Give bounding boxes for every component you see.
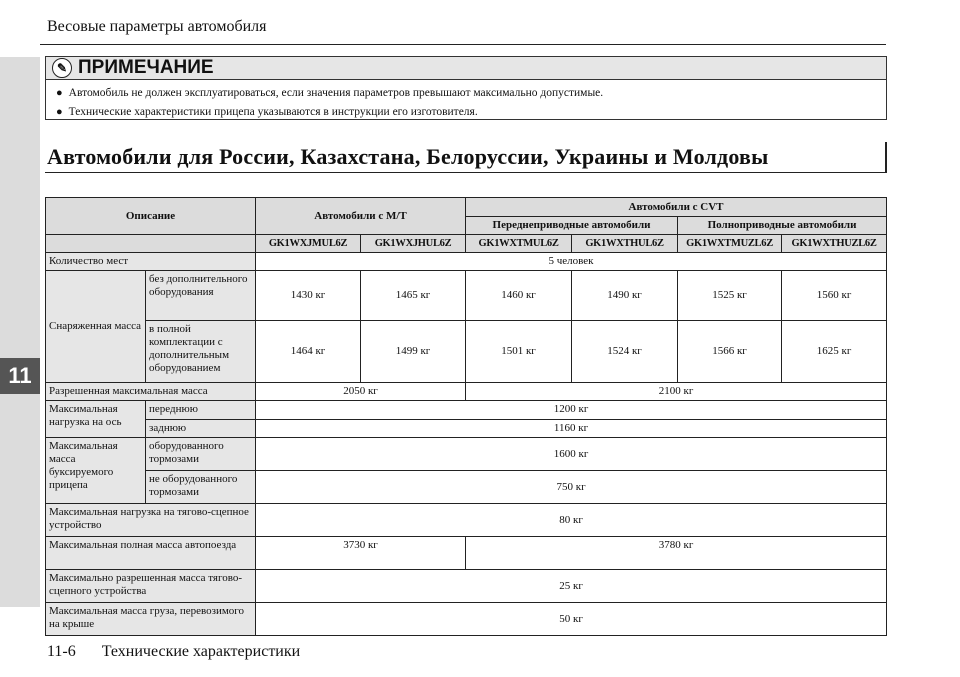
cell-value: 1499 кг [361, 321, 466, 383]
row-label: Максимальная полная масса автопоезда [46, 537, 256, 570]
table-row [46, 471, 887, 504]
row-sublabel: переднюю [146, 401, 256, 420]
table-row [46, 321, 887, 383]
header-fwd: Переднеприводные автомобили [466, 217, 678, 235]
cell-value: 3730 кг [256, 537, 466, 570]
header-awd: Полноприводные автомобили [678, 217, 887, 235]
header-description: Описание [46, 198, 256, 235]
model-code: GK1WXJMUL6Z [256, 235, 361, 253]
chapter-tab: 11 [0, 358, 40, 394]
row-sublabel: без дополнительного оборудования [146, 271, 256, 321]
table-row [46, 438, 887, 471]
table-row [46, 603, 887, 636]
cell-value: 1490 кг [572, 271, 678, 321]
footer-section: Технические характеристики [101, 643, 301, 660]
row-label: Разрешенная максимальная масса [46, 383, 256, 401]
header-blank [46, 235, 256, 253]
cell-value: 1560 кг [782, 271, 887, 321]
row-sublabel: в полной комплектации с дополнительным оборудованием [146, 321, 256, 383]
cell-value: 1160 кг [256, 420, 887, 438]
model-code: GK1WXJHUL6Z [361, 235, 466, 253]
note-list [56, 84, 886, 122]
row-label: Количество мест [46, 253, 256, 271]
table-row [46, 570, 887, 603]
row-sublabel: оборудованного тормозами [146, 438, 256, 471]
cell-value: 2050 кг [256, 383, 466, 401]
note-item: ● Технические характеристики прицепа указываются в инструкции его изготовителя. [56, 103, 886, 122]
cell-value: 1501 кг [466, 321, 572, 383]
cell-value: 3780 кг [466, 537, 887, 570]
header-mt: Автомобили с M/T [256, 198, 466, 235]
section-title: Автомобили для России, Казахстана, Белоруссии, Украины и Молдовы [47, 144, 769, 169]
table-row [46, 253, 887, 271]
row-label: Максимальная нагрузка на ось [46, 401, 146, 438]
table-row [46, 537, 887, 570]
cell-value: 1464 кг [256, 321, 361, 383]
cell-value: 1430 кг [256, 271, 361, 321]
table-row [46, 401, 887, 420]
cell-value: 25 кг [256, 570, 887, 603]
row-label: Максимальная масса груза, перевозимого на крыше [46, 603, 256, 636]
table-row [46, 504, 887, 537]
page-number: 11-6 [47, 643, 76, 660]
row-label: Снаряженная масса [46, 271, 146, 383]
cell-value: 1600 кг [256, 438, 887, 471]
cell-value: 1524 кг [572, 321, 678, 383]
row-sublabel: не оборудованного тормозами [146, 471, 256, 504]
note-item: ● Автомобиль не должен эксплуатироваться, если значения параметров превышают максимально допустимые. [56, 84, 886, 103]
cell-value: 1465 кг [361, 271, 466, 321]
model-code: GK1WXTMUZL6Z [678, 235, 782, 253]
cell-value: 750 кг [256, 471, 887, 504]
row-label: Максимальная масса буксируемого прицепа [46, 438, 146, 504]
cell-value: 1525 кг [678, 271, 782, 321]
note-header [46, 57, 886, 80]
cell-value: 5 человек [256, 253, 887, 271]
row-label: Максимально разрешенная масса тягово-сцепного устройства [46, 570, 256, 603]
chapter-sidebar [0, 57, 40, 607]
table-row [46, 383, 887, 401]
cell-value: 1566 кг [678, 321, 782, 383]
model-code: GK1WXTMUL6Z [466, 235, 572, 253]
cell-value: 1200 кг [256, 401, 887, 420]
header-cvt: Автомобили с CVT [466, 198, 887, 217]
running-title: Весовые параметры автомобиля [47, 18, 267, 35]
header-rule [40, 44, 886, 45]
table-row [46, 420, 887, 438]
row-label: Максимальная нагрузка на тягово-сцепное устройство [46, 504, 256, 537]
cell-value: 80 кг [256, 504, 887, 537]
weights-table [45, 197, 887, 636]
page-footer [47, 643, 322, 661]
note-box [45, 56, 887, 120]
table-row [46, 271, 887, 321]
cell-value: 2100 кг [466, 383, 887, 401]
model-code: GK1WXTHUZL6Z [782, 235, 887, 253]
section-heading [45, 142, 887, 173]
cell-value: 50 кг [256, 603, 887, 636]
row-sublabel: заднюю [146, 420, 256, 438]
cell-value: 1460 кг [466, 271, 572, 321]
model-code: GK1WXTHUL6Z [572, 235, 678, 253]
pencil-icon: ✎ [52, 58, 72, 78]
note-title: ПРИМЕЧАНИЕ [78, 57, 214, 78]
cell-value: 1625 кг [782, 321, 887, 383]
